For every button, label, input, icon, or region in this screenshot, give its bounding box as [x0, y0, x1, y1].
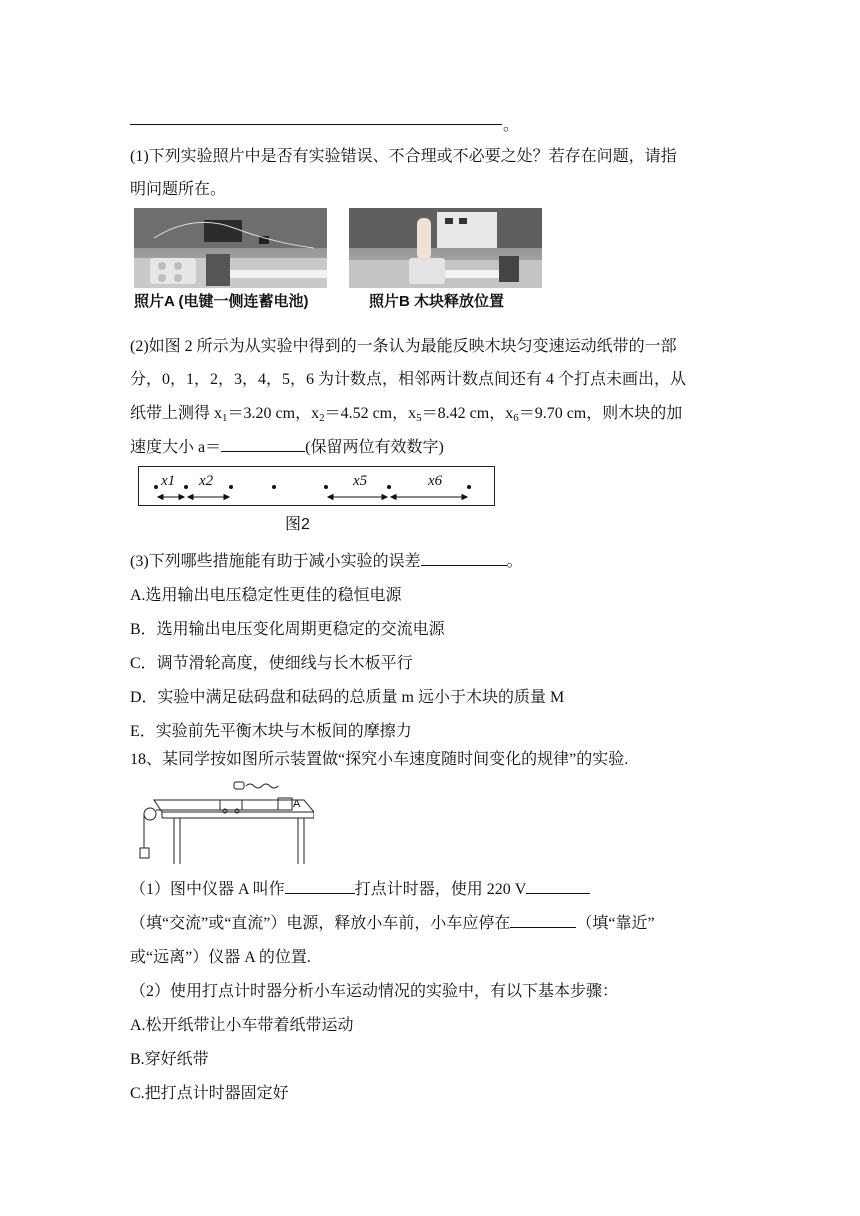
q18-step-a: A.松开纸带让小车带着纸带运动: [130, 1017, 354, 1034]
photo-a-caption: 照片A (电键一侧连蓄电池): [134, 293, 309, 310]
q3-stem: (3)下列哪些措施能有助于减小实验的误差 。: [130, 553, 523, 570]
q18-title: 18、某同学按如图所示装置做“探究小车速度随时间变化的规律”的实验.: [130, 751, 629, 768]
tape-label-x1: x1: [161, 473, 176, 489]
q3-option-b: B．选用输出电压变化周期更稳定的交流电源: [130, 621, 445, 638]
q2-line3: 纸带上测得 $x_1=3.20$ cm，$x_2=4.52$ cm，$x_5=8.42$ cm，$x_6=9.70$ cm，则木块的加: [130, 405, 683, 424]
tape-label-x6: x6: [428, 473, 443, 489]
photo-a-illustration: [134, 208, 327, 288]
q18-part1-line3: 或“远离”）仪器 A 的位置.: [130, 949, 311, 966]
apparatus-label-a: A: [293, 798, 301, 810]
q3-option-e: E．实验前先平衡木块与木板间的摩擦力: [130, 723, 412, 740]
q18-part1-line2: （填“交流”或“直流”）电源，释放小车前，小车应停在 （填“靠近”: [130, 915, 655, 932]
apparatus-svg: [134, 780, 314, 866]
q3-option-d: D．实验中满足砝码盘和砝码的总质量 m 远小于木块的质量 M: [130, 689, 565, 706]
q1-line2: 明问题所在。: [130, 181, 227, 198]
q18-part1-line1: （1）图中仪器 A 叫作 打点计时器，使用 220 V: [130, 879, 590, 901]
figure-2-label: 图2: [285, 516, 310, 533]
q18-step-b: B.穿好纸带: [130, 1051, 209, 1068]
q2-line4: 速度大小 a＝ (保留两位有效数字): [130, 439, 444, 456]
answer-blank-a[interactable]: [221, 450, 305, 452]
q1-line1: (1)下列实验照片中是否有实验错误、不合理或不必要之处？若存在问题，请指: [130, 148, 677, 165]
paper-tape-figure: [138, 466, 495, 506]
answer-blank-q3[interactable]: [421, 564, 507, 566]
q18-part2-intro: （2）使用打点计时器分析小车运动情况的实验中，有以下基本步骤：: [130, 983, 619, 1000]
q3-option-c: C．调节滑轮高度，使细线与长木板平行: [130, 655, 413, 672]
tape-label-x5: x5: [353, 473, 368, 489]
tape-label-x2: x2: [199, 473, 214, 489]
answer-blank-timer[interactable]: [285, 892, 355, 894]
answer-blank-line: [130, 124, 502, 125]
q3-option-a: A.选用输出电压稳定性更佳的稳恒电源: [130, 587, 402, 604]
answer-blank-position[interactable]: [510, 926, 576, 928]
q2-line1: (2)如图 2 所示为从实验中得到的一条认为最能反映木块匀变速运动纸带的一部: [130, 338, 677, 355]
period-mark: 。: [503, 117, 520, 134]
photo-a: [134, 208, 327, 288]
apparatus-figure: [134, 780, 314, 866]
q2-line2: 分，0，1，2，3，4，5，6 为计数点，相邻两计数点间还有 4 个打点未画出，从: [130, 371, 687, 388]
photo-b: [349, 208, 542, 288]
photo-b-caption: 照片B 木块释放位置: [369, 293, 505, 310]
photo-b-illustration: [349, 208, 542, 288]
q18-step-c: C.把打点计时器固定好: [130, 1085, 289, 1102]
answer-blank-current[interactable]: [526, 892, 590, 894]
